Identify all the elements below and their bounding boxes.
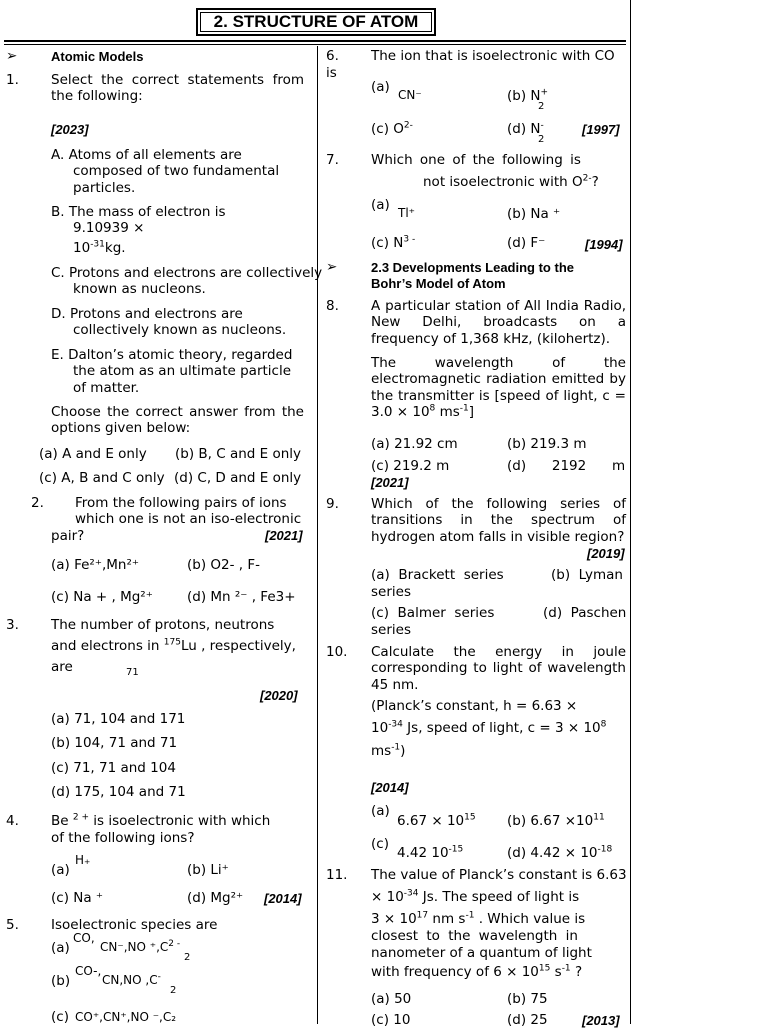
question-text: Be $^{2 +}$ is isoelectronic with which [51,812,271,829]
header-rule-thin [4,44,626,45]
question-number: 10. [326,644,348,660]
question-text: Isoelectronic species are [51,917,218,933]
option-a: (a) [51,940,70,956]
statement-d: D. Protons and electrons are collectively known as nucleons. [51,306,287,339]
column-divider [317,46,318,1024]
question-text: Which one of the following is [371,152,581,168]
question-number: 1. [6,72,19,88]
option-b: (b) $6.67 \times 10^{11}$ [507,812,605,829]
question-text-cont: not isoelectronic with $O^{2-}$? [423,173,599,190]
option-b: (b) B, C and E only [175,446,302,462]
option-c: (c) 219.2 m [371,458,450,474]
page-title: 2. STRUCTURE OF ATOM [200,12,432,32]
question-text-cont: are [51,659,73,675]
statement-b: B. The mass of electron is 9.10939 × [51,204,226,237]
option-a: (a) 21.92 cm [371,436,458,452]
option-d-cont: series [371,622,411,638]
option-a-value: Tl⁺ [398,206,415,220]
option-a: (a) A and E only [39,446,147,462]
option-a: (a) Fe²⁺,Mn²⁺ [51,557,140,573]
question-text-cont: with frequency of $6 \times 10^{15}$ $s^{-1}$ ? [371,963,583,980]
year-tag: [2021] [265,528,303,543]
option-d: (d) Mn ²⁻ , Fe3+ [187,589,296,605]
option-a: (a) 50 [371,991,412,1007]
question-constants-cont: $ms^{-1}$) [371,742,406,759]
option-a-value: H₊ [75,853,91,867]
option-c: (c) $N^{3 -}$ [371,234,416,251]
option-c: (c) 10 [371,1012,411,1028]
option-b: (b) Li⁺ [187,862,229,878]
question-text-cont: × $10^{-34}$ Js. The speed of light is [371,888,580,905]
subscript-atomic-number: 71 [126,667,139,678]
bullet: ➢ [6,48,18,64]
question-number: 9. [326,496,339,512]
year-tag: [2014] [371,780,409,795]
question-number: 7. [326,152,339,168]
option-a-subscript: 2 [184,952,191,963]
question-text-cont: nanometer of a quantum of light [371,945,592,961]
option-c: (c) [51,1009,69,1025]
option-b: (b) 104, 71 and 71 [51,735,178,751]
option-c: (c) Na + , Mg²⁺ [51,589,153,605]
option-d: (d) Mg²⁺ [187,890,244,906]
question-text: A particular station of All India Radio, New Delhi, broadcasts on a frequency of 1,368 kHz, (kilohertz). [371,298,626,347]
header-rule [4,40,626,42]
option-c: (c) Balmer series [371,605,495,621]
section-heading: 2.3 Developments Leading to the [371,260,574,275]
option-d: (d) 25 [507,1012,548,1028]
year-tag: [2013] [582,1013,620,1028]
option-d-subscript: 2 [538,134,545,145]
question-text-cont: $3 \times 10^{17}$ nm $s^{-1}$ . Which value is [371,910,586,927]
question-text-cont: closest to the wavelength in [371,928,578,944]
question-constants: (Planck’s constant, h = 6.63 × [371,698,578,714]
year-tag: [2014] [264,891,302,906]
option-a-value: CO, [73,931,95,945]
option-c-value: 4.42 $10^{-15}$ [397,844,464,861]
statement-e: E. Dalton’s atomic theory, regarded the atom as an ultimate particle of matter. [51,347,293,396]
option-d: (d) 175, 104 and 71 [51,784,186,800]
option-b: (b) Na ⁺ [507,206,561,222]
year-tag: [1997] [582,122,620,137]
question-text: Which of the following series of transitions in the spectrum of hydrogen atom falls in visible region? [371,496,626,545]
option-c: (c) [371,836,389,852]
option-a: (a) 71, 104 and 171 [51,711,186,727]
option-a: (a) [371,197,390,213]
year-tag: [2019] [587,546,625,561]
option-b-subscript: 2 [170,985,177,996]
year-tag: [2020] [260,688,298,703]
question-text: The value of Planck’s constant is 6.63 [371,867,627,883]
option-c: (c) 71, 71 and 104 [51,760,176,776]
choose-instruction: Choose the correct answer from the options given below: [51,404,304,437]
question-text-cont: is [326,65,337,81]
question-number: 6. [326,48,339,64]
option-b: (b) 219.3 m [507,436,587,452]
option-d: (d) $4.42 \times 10^{-18}$ [507,844,613,861]
section-heading-cont: Bohr’s Model of Atom [371,276,506,291]
option-b-value-cont: CN,NO ,C- [102,972,161,987]
question-number: 3. [6,617,19,633]
option-d: (d) N- [507,120,544,137]
option-c: (c) A, B and C only [39,470,165,486]
question-text: The number of protons, neutrons [51,617,275,633]
question-text-cont: and electrons in $^{175}$Lu , respectively, [51,637,296,654]
question-text-cont: of the following ions? [51,830,195,846]
option-c-value: CO⁺,CN⁺,NO ⁻,C₂ [75,1010,177,1024]
year-tag: [2021] [371,475,409,490]
option-a-value-cont: CN⁻,NO $^+,C^{2 -}$ [100,939,181,954]
option-a: (a) [371,803,390,819]
statement-c: C. Protons and electrons are collectively known as nucleons. [51,265,323,298]
option-a: (a) Brackett series [371,567,504,583]
option-a: (a) [51,862,70,878]
section-heading: Atomic Models [51,49,144,64]
option-b: (b) O2- , F- [187,557,260,573]
option-d: (d) F⁻ [507,235,546,251]
option-b: (b) N+ [507,87,549,104]
statement-a: A. Atoms of all elements are composed of two fundamental particles. [51,147,280,196]
title-box [196,8,436,36]
option-d: (d) 2192 m [507,458,626,474]
option-d: (d) Paschen [543,605,627,621]
year-tag: [1994] [585,237,623,252]
statement-b-cont: $10^{-31}kg$. [73,239,126,256]
question-text-cont: pair? [51,528,85,544]
question-constants-cont: $10^{-34}$ Js, speed of light, $c = 3 \times 10^8$ [371,719,607,736]
option-b: (b) 75 [507,991,548,1007]
option-b-cont: series [371,584,411,600]
question-number: 2. [31,495,44,511]
option-d: (d) C, D and E only [174,470,302,486]
question-number: 11. [326,867,348,883]
question-number: 8. [326,298,339,314]
option-b: (b) [51,973,71,989]
option-a-value: $6.67 \times 10^{15}$ [397,812,476,829]
option-b-subscript: 2 [538,101,545,112]
year-tag: [2023] [51,122,89,137]
question-number: 4. [6,813,19,829]
option-a-value: CN⁻ [398,88,422,102]
option-b-value: CO-, [75,964,102,978]
option-b: (b) Lyman [551,567,623,583]
question-text: Select the correct statements from the following: [51,72,304,105]
option-c: (c) Na ⁺ [51,890,104,906]
question-text: The ion that is isoelectronic with CO [371,48,615,64]
question-number: 5. [6,917,19,933]
question-text: Calculate the energy in joule corresponding to light of wavelength 45 nm. [371,644,626,693]
option-a: (a) [371,79,390,95]
bullet: ➢ [326,259,338,275]
option-c: (c) $O^{2-}$ [371,120,413,137]
question-text: From the following pairs of ions which one is not an iso-electronic [75,495,302,528]
question-text-cont: The wavelength of the electromagnetic radiation emitted by the transmitter is [speed of light, $c = 3.0 \times 10^8$ $ms^{-1}$] [371,355,626,421]
